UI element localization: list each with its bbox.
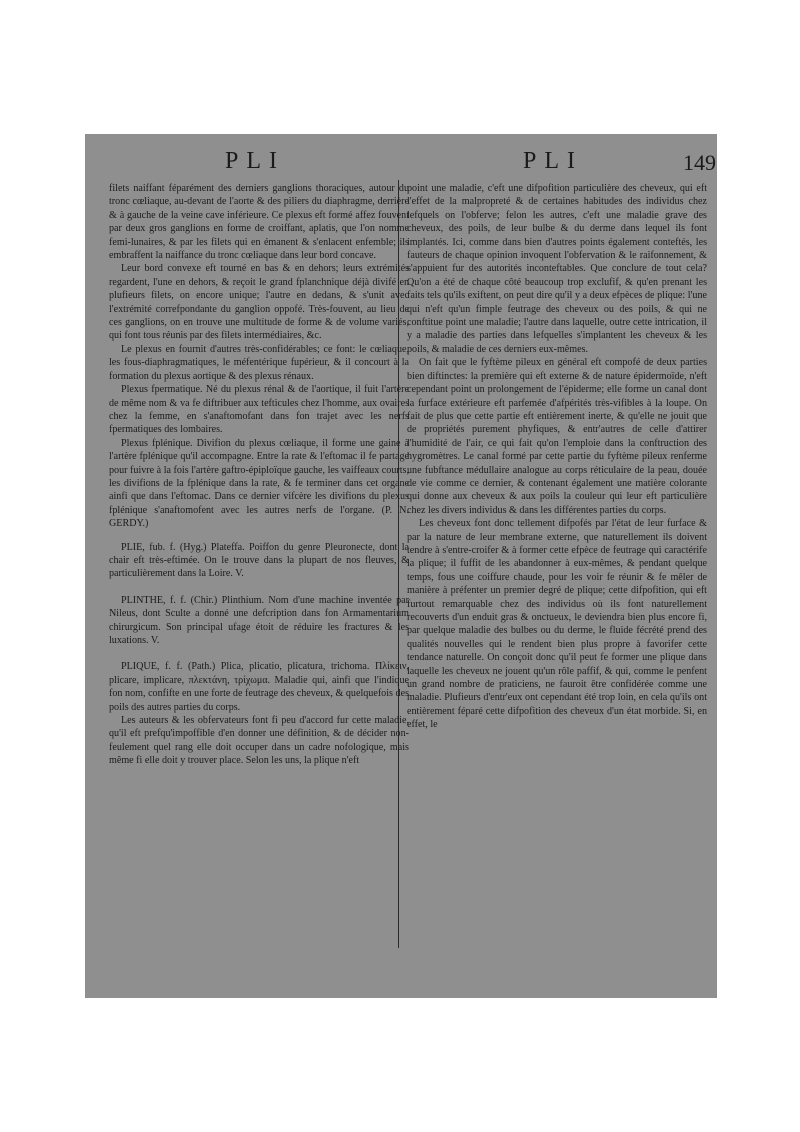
paragraph: On fait que le fyftème pileux en général eft compofé de deux parties bien diftinctes: la première qui eft externe & de nature épidermoïde, n'eft cependant point un prolongement de l'épiderme; elle forme un canal dont la furface extérieure eft parfemée d'afpérités très-vifibles à la loupe. On fait de plus que cette partie eft entièrement inerte, & qu'elle ne jouit que de propriétés purement phyfiques, & entr'autres de celle d'attirer l'humidité de l'air, ce qui fait qu'on l'emploie dans la conftruction des hygromètres. Le canal formé par cette partie du fyftème pileux renferme une fubftance médullaire analogue au corps réticulaire de la peau, douée de vie comme ce dernier, & contenant également une matière colorante qui donne aux cheveux & aux poils la couleur qui leur eft particulière chez les divers individus & dans les différentes parties du corps. (407, 357, 707, 516)
entry-plinthe: PLINTHE, f. f. (Chir.) Plinthium. Nom d'une machine inventée par Nileus, dont Sculte a donné une defcription dans fon Armamentarium chirurgicum. Son principal ufage étoit de réduire les fractures & les luxations. V. (109, 594, 409, 646)
paragraph: filets naiffant féparément des derniers ganglions thoraciques, autour du tronc cœliaque, au-devant de l'aorte & des piliers du diaphragme, derrière & à gauche de la veine cave inférieure. Ce plexus eft formé affez fouvent par deux gros ganglions en forme de croiffant, aplatis, que l'on nomme femi-lunaires, & par les filets qui en émanent & s'enlacent enfemble; ils embraffent la naiffance du tronc cœliaque dans leur bord concave. (109, 183, 409, 262)
paragraph: point une maladie, c'eft une difpofition particulière des cheveux, qui eft l'effet de la malpropreté & de certaines habitudes des individus chez lefquels on l'obferve; felon les autres, c'eft une maladie grave des cheveux, des poils, de leur bulbe & du derme dans lequel ils font implantés. Ici, comme dans bien d'autres points également conteftés, les fauteurs de chaque opinion invoquent l'obfervation & le raifonnement, & s'appuient fur des autorités inconteftables. Que conclure de tout cela? Qu'on a été de chaque côté beaucoup trop exclufif, & qu'en prenant les faits tels qu'ils exiftent, on peut dire qu'il y a deux efpèces de plique: l'une qui n'eft qu'un fimple feutrage des cheveux ou des poils, & qui ne conftitue point une maladie; l'autre dans laquelle, outre cette intrication, il y a maladie des parties dans lefquelles s'implantent les cheveux & les poils, & maladie de ces derniers eux-mêmes. (407, 183, 707, 355)
page-number: 149 (683, 150, 716, 175)
right-column (407, 182, 707, 732)
paragraph: Le plexus en fournit d'autres très-confidérables; ce font: le cœliaque, les fous-diaphragmatiques, le méfentérique fupérieur, & il concourt à la formation du plexus aortique & des plexus rénaux. (109, 343, 409, 382)
paragraph: Plexus fplénique. Divifion du plexus cœliaque, il forme une gaine à l'artère fplénique qu'il accompagne. Entre la rate & l'eftomac il fe partage pour fuivre à la fois l'artère gaftro-épiploïque gauche, les vaiffeaux courts, les divifions de la fplénique dans la rate, & fe terminer dans cet organe ainfi que dans l'eftomac. Dans ce dernier vifcère les divifions du plexus fplénique s'anaftomofent avec les autres nerfs de l'organe. (P. N. GERDY.) (109, 437, 409, 530)
paragraph: Leur bord convexe eft tourné en bas & en dehors; leurs extrémités regardent, l'une en dehors, & reçoit le grand fplanchnique déjà divifé en plufieurs filets, on encore unique; l'autre en dedans, & s'unit avec l'extrémité correfpondante du ganglion oppofé. Très-fouvent, au lieu de ces ganglions, on en trouve une multitude de forme & de volume variés, qui font tous réunis par des filets intermédiaires, &c. (109, 263, 409, 342)
scanned-page (85, 134, 717, 998)
running-head-left: PLI (225, 148, 285, 174)
entry-plie: PLIE, fub. f. (Hyg.) Plateffa. Poiffon du genre Pleuronecte, dont la chair eft très-eftimée. On le trouve dans la plupart de nos fleuves, & particulièrement dans la Loire. V. (109, 541, 409, 580)
paragraph: Plexus fpermatique. Né du plexus rénal & de l'aortique, il fuit l'artère de même nom & va fe diftribuer aux tefticules chez l'homme, aux ovaires chez la femme, en s'anaftomofant dans fon trajet avec les nerfs fpermatiques des lombaires. (109, 384, 409, 436)
left-column (109, 182, 409, 768)
paragraph: Les auteurs & les obfervateurs font fi peu d'accord fur cette maladie, qu'il eft prefqu'impoffible d'en donner une définition, & de décider non-feulement quel rang elle doit occuper dans un cadre nofologique, mais même fi elle doit y trouver place. Selon les uns, la plique n'eft (109, 715, 409, 767)
paragraph: Les cheveux font donc tellement difpofés par l'état de leur furface & par la nature de leur membrane externe, que naturellement ils doivent tendre à s'entre-croifer & à former cette efpèce de feutrage qui caractérife la plique; il fuffit de les abandonner à eux-mêmes, & pendant quelque temps, fous une coiffure chaude, pour les voir fe réunir & fe mêler de manière à préfenter un premier degré de plique; cette difpofition, qui eft furtout remarquable chez des individus où ils font naturellement recouverts d'un enduit gras & onctueux, le deviendra bien plus encore fi, par quelque maladie des bulbes ou du derme, le fluide fécrété prend des qualités nouvelles qui le rendent bien plus propre à favorifer cette tendance naturelle. On conçoit donc qu'il peut fe former une plique dans laquelle les cheveux ne jouent qu'un rôle paffif, & qui, comme le penfent un grand nombre de praticiens, ne fauroit être confidérée comme une maladie. Plufieurs d'entr'eux ont cependant été trop loin, en cela qu'ils ont entièrement féparé cette difpofition des cheveux d'un état morbide. Si, en effet, le (407, 518, 707, 731)
running-head-right: PLI (523, 148, 583, 174)
entry-plique: PLIQUE, f. f. (Path.) Plica, plicatio, plicatura, trichoma. Πλίκειν, plicare, implicare, πλεκτάνη, τρίχωμα. Maladie qui, ainfi que l'indique fon nom, confifte en une forte de feutrage des cheveux, & quelquefois des poils des autres parties du corps. (109, 661, 409, 713)
